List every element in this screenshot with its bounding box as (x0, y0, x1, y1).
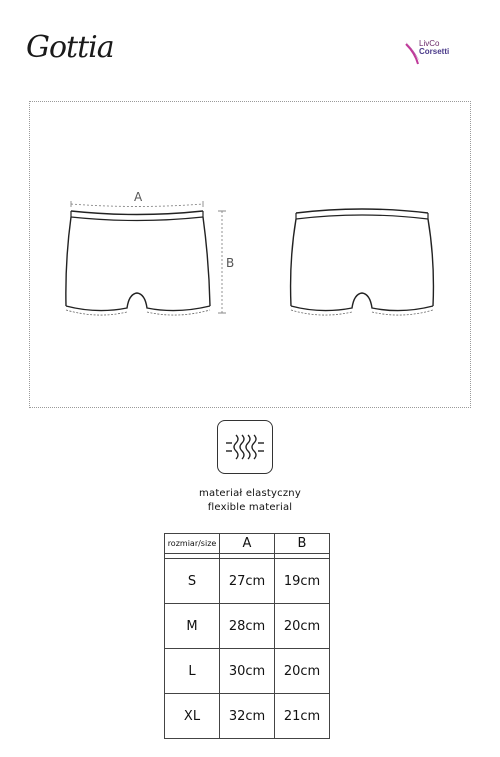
value-b-cell: 21cm (275, 694, 330, 739)
table-row (165, 694, 330, 739)
dimension-a-line (71, 204, 203, 207)
value-a-cell: 28cm (220, 604, 275, 649)
size-cell: XL (165, 694, 220, 739)
table-row (165, 559, 330, 604)
value-a-cell: 30cm (220, 649, 275, 694)
value-a-cell: 32cm (220, 694, 275, 739)
table-row (165, 604, 330, 649)
feature-label-pl: materiał elastyczny (199, 488, 301, 499)
table-row (165, 649, 330, 694)
size-cell: M (165, 604, 220, 649)
shorts-front (66, 211, 210, 315)
shorts-diagram (29, 101, 471, 408)
header-a: A (220, 534, 275, 554)
value-a-cell: 27cm (220, 559, 275, 604)
dimension-a-label: A (134, 190, 143, 204)
elastic-wave-icon (218, 421, 272, 473)
header-b: B (275, 534, 330, 554)
size-cell: L (165, 649, 220, 694)
logo-line1: LivCo (419, 39, 440, 48)
dimension-b-label: B (226, 256, 235, 270)
feature-label-en: flexible material (207, 502, 293, 513)
header-size: rozmiar/size (165, 534, 220, 554)
logo-line2: Corsetti (419, 47, 450, 56)
value-b-cell: 20cm (275, 604, 330, 649)
value-b-cell: 19cm (275, 559, 330, 604)
elastic-material-icon-box (217, 420, 273, 474)
table-header-row (165, 534, 330, 554)
value-b-cell: 20cm (275, 649, 330, 694)
size-cell: S (165, 559, 220, 604)
brand-logo: Gottia (26, 30, 114, 65)
logo-text (419, 40, 449, 56)
shorts-back (291, 209, 434, 315)
size-table (164, 533, 330, 739)
